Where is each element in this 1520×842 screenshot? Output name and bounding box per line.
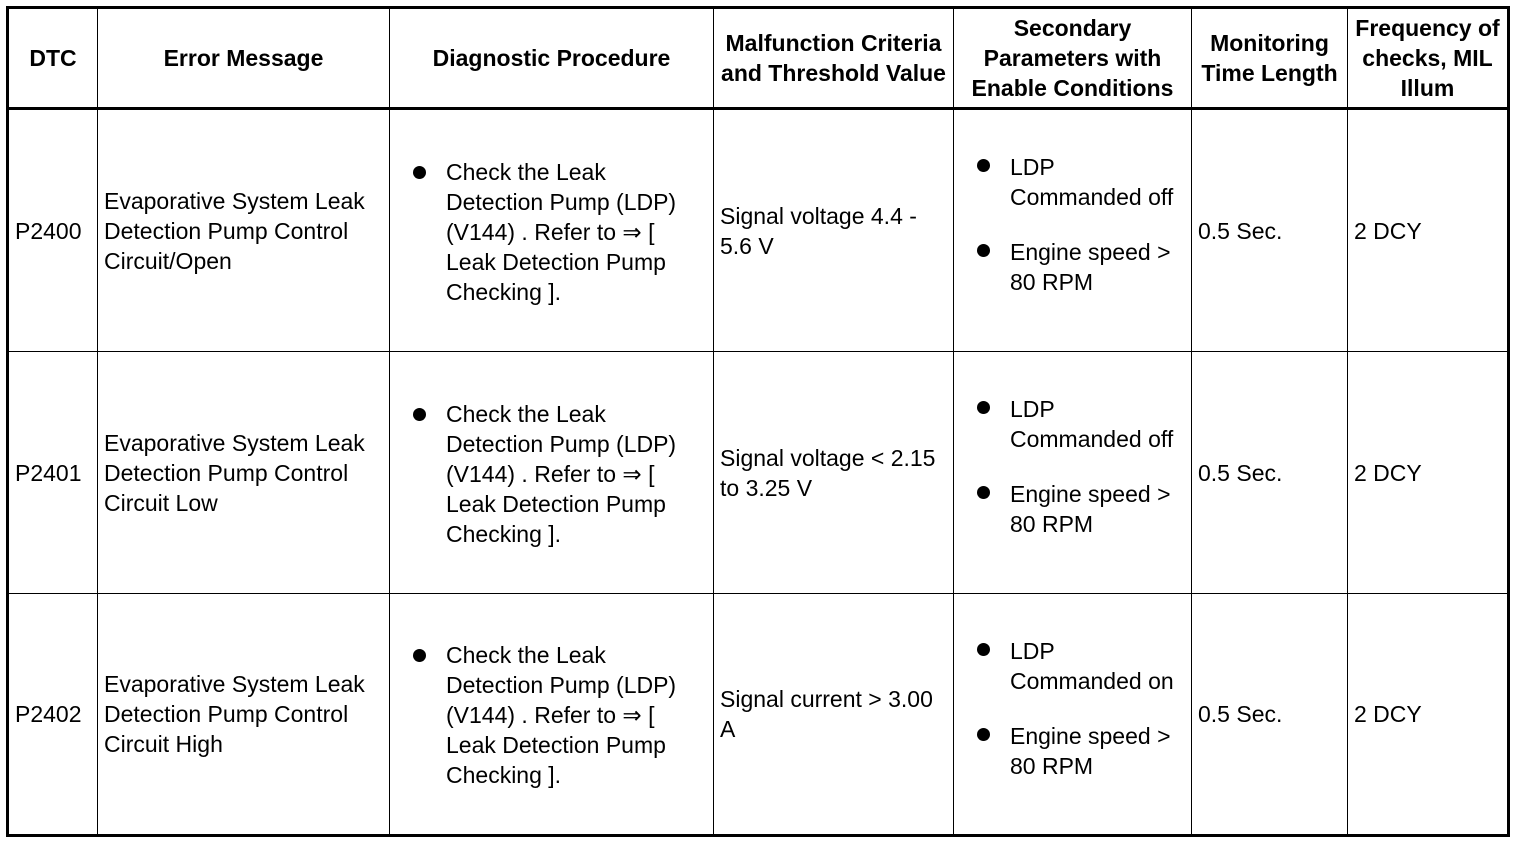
table-header-row [8,8,1509,109]
header-diagnostic-procedure: Diagnostic Procedure [390,8,714,109]
malfunction-criteria: Signal voltage < 2.15 to 3.25 V [714,352,954,594]
frequency: 2 DCY [1348,109,1509,352]
monitoring-time: 0.5 Sec. [1192,109,1348,352]
secondary-text: Engine speed > 80 RPM [1010,481,1171,537]
secondary-list [954,394,1191,539]
malfunction-criteria: Signal current > 3.00 A [714,594,954,836]
malfunction-criteria: Signal voltage 4.4 - 5.6 V [714,109,954,352]
secondary-list [954,152,1191,297]
header-monitoring-time: Monitoring Time Length [1192,8,1348,109]
header-secondary-parameters: Secondary Parameters with Enable Conditions [954,8,1192,109]
list-item [1010,394,1187,454]
header-error-message: Error Message [98,8,390,109]
header-frequency: Frequency of checks, MIL Illum [1348,8,1509,109]
secondary-text: LDP Commanded on [1010,637,1174,694]
secondary-list [954,636,1191,781]
bullet-icon [413,408,426,421]
list-item [1010,152,1187,212]
dtc-code: P2400 [8,109,98,352]
monitoring-time: 0.5 Sec. [1192,352,1348,594]
secondary-text: LDP Commanded off [1010,154,1174,210]
secondary-parameters [954,594,1192,836]
procedure-list [390,640,713,790]
secondary-text: Engine speed > 80 RPM [1010,722,1171,779]
error-message: Evaporative System Leak Detection Pump Control Circuit High [98,594,390,836]
list-item [446,399,709,549]
dtc-code: P2402 [8,594,98,836]
frequency: 2 DCY [1348,352,1509,594]
diagnostic-procedure [390,594,714,836]
bullet-icon [977,643,990,656]
dtc-table [6,6,1510,837]
secondary-parameters [954,109,1192,352]
bullet-icon [413,166,426,179]
list-item [1010,636,1187,696]
bullet-icon [977,728,990,741]
list-item [1010,721,1187,781]
list-item [446,157,709,307]
table-row [8,109,1509,352]
procedure-list [390,399,713,549]
diagnostic-procedure [390,352,714,594]
table-row [8,594,1509,836]
list-item [1010,237,1187,297]
bullet-icon [977,244,990,257]
dtc-code: P2401 [8,352,98,594]
bullet-icon [977,486,990,499]
header-malfunction-criteria: Malfunction Criteria and Threshold Value [714,8,954,109]
secondary-text: LDP Commanded off [1010,396,1174,452]
frequency: 2 DCY [1348,594,1509,836]
error-message: Evaporative System Leak Detection Pump Control Circuit/Open [98,109,390,352]
list-item [1010,479,1187,539]
list-item [446,640,709,790]
bullet-icon [977,401,990,414]
secondary-parameters [954,352,1192,594]
table-row [8,352,1509,594]
bullet-icon [413,649,426,662]
procedure-text: Check the Leak Detection Pump (LDP) (V144) . Refer to ⇒ [ Leak Detection Pump Checking ]. [446,400,677,547]
header-dtc: DTC [8,8,98,109]
monitoring-time: 0.5 Sec. [1192,594,1348,836]
bullet-icon [977,159,990,172]
procedure-text: Check the Leak Detection Pump (LDP) (V144) . Refer to ⇒ [ Leak Detection Pump Checking ]. [446,158,677,305]
error-message: Evaporative System Leak Detection Pump Control Circuit Low [98,352,390,594]
procedure-list [390,157,713,307]
secondary-text: Engine speed > 80 RPM [1010,239,1171,295]
diagnostic-procedure [390,109,714,352]
procedure-text: Check the Leak Detection Pump (LDP) (V144) . Refer to ⇒ [ Leak Detection Pump Checking ]. [446,642,677,788]
